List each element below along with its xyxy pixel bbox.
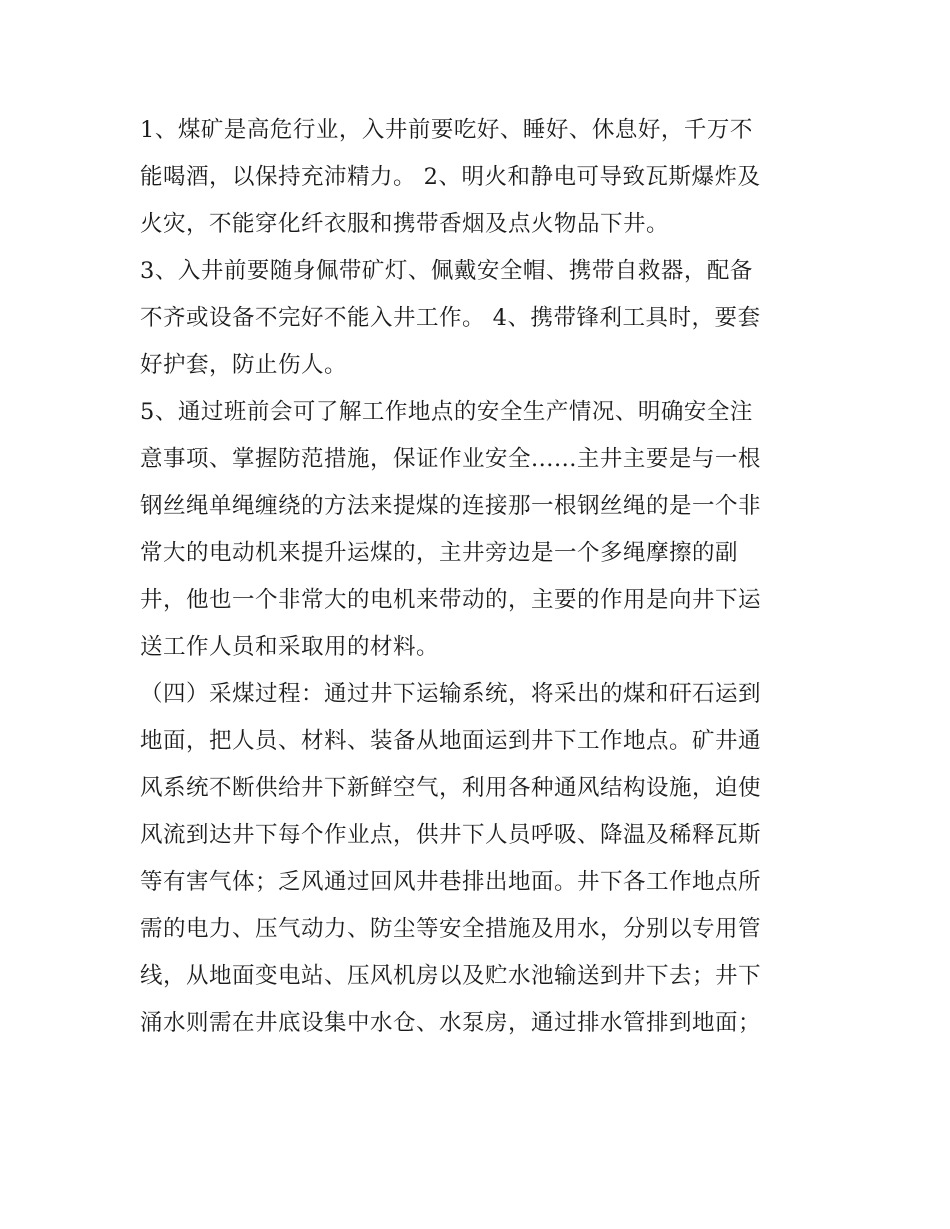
text-line: 好护套，防止伤人。 bbox=[140, 352, 348, 378]
text-line: 涌水则需在井底设集中水仓、水泵房，通过排水管排到地面； bbox=[140, 1010, 762, 1036]
text-line: 不齐或设备不完好不能入井工作。 4、携带锋利工具时，要套 bbox=[140, 305, 761, 331]
text-line: 5、通过班前会可了解工作地点的安全生产情况、明确安全注 bbox=[140, 399, 753, 425]
text-line: （四）采煤过程：通过井下运输系统，将采出的煤和矸石运到 bbox=[140, 681, 762, 707]
text-line: 井，他也一个非常大的电机来带动的，主要的作用是向井下运 bbox=[140, 587, 762, 613]
text-line: 风流到达井下每个作业点，供井下人员呼吸、降温及稀释瓦斯 bbox=[140, 822, 762, 848]
text-line: 需的电力、压气动力、防尘等安全措施及用水，分别以专用管 bbox=[140, 916, 762, 942]
text-line: 常大的电动机来提升运煤的，主井旁边是一个多绳摩擦的副 bbox=[140, 540, 739, 566]
text-line: 火灾，不能穿化纤衣服和携带香烟及点火物品下井。 bbox=[140, 211, 670, 237]
text-line: 钢丝绳单绳缠绕的方法来提煤的连接那一根钢丝绳的是一个非 bbox=[140, 493, 762, 519]
text-line: 等有害气体；乏风通过回风井巷排出地面。井下各工作地点所 bbox=[140, 869, 762, 895]
text-line: 风系统不断供给井下新鲜空气，利用各种通风结构设施，迫使 bbox=[140, 775, 762, 801]
text-line: 3、入井前要随身佩带矿灯、佩戴安全帽、携带自救器，配备 bbox=[140, 258, 753, 284]
text-line: 意事项、掌握防范措施，保证作业安全......主井主要是与一根 bbox=[140, 446, 761, 472]
text-line: 送工作人员和采取用的材料。 bbox=[140, 634, 440, 660]
text-line: 地面，把人员、材料、装备从地面运到井下工作地点。矿井通 bbox=[140, 728, 762, 754]
text-line: 线，从地面变电站、压风机房以及贮水池输送到井下去；井下 bbox=[140, 963, 762, 989]
text-line: 能喝酒，以保持充沛精力。 2、明火和静电可导致瓦斯爆炸及 bbox=[140, 164, 761, 190]
document-body bbox=[140, 107, 820, 1047]
text-line: 1、煤矿是高危行业，入井前要吃好、睡好、休息好，千万不 bbox=[140, 117, 753, 143]
